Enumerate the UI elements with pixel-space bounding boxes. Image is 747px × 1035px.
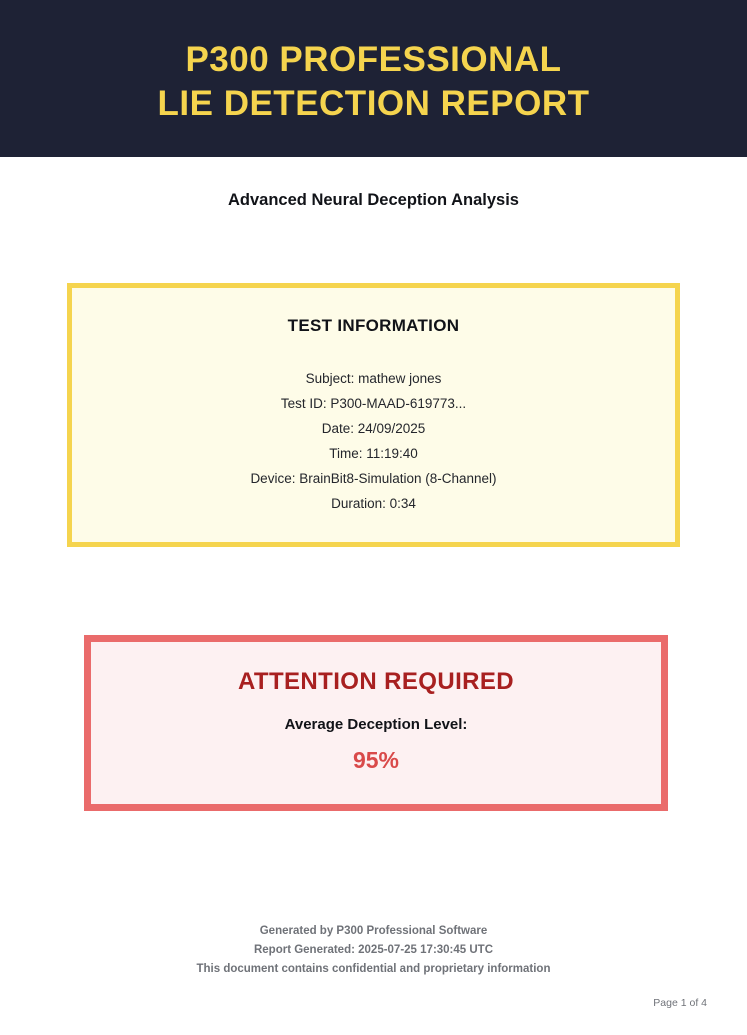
test-info-duration: Duration: 0:34 [331,496,416,511]
attention-required-card [84,635,668,811]
report-footer [0,922,747,979]
page-number: Page 1 of 4 [653,997,707,1009]
average-deception-value: 95% [352,747,400,773]
report-header-banner [0,0,747,157]
report-title-line-1: P300 PROFESSIONAL [185,39,562,79]
test-info-subject: Subject: mathew jones [305,371,442,386]
report-subtitle: Advanced Neural Deception Analysis [228,191,519,209]
footer-generated-by: Generated by P300 Professional Software [259,925,488,937]
footer-confidentiality-notice: This document contains confidential and proprietary information [196,963,551,975]
test-info-date: Date: 24/09/2025 [321,421,426,436]
report-title-line-2: LIE DETECTION REPORT [157,83,590,123]
test-info-test-id: Test ID: P300-MAAD-619773... [280,396,467,411]
test-information-card [67,283,680,547]
test-info-device: Device: BrainBit8-Simulation (8-Channel) [250,471,497,486]
test-information-title: TEST INFORMATION [287,316,460,335]
footer-report-generated: Report Generated: 2025-07-25 17:30:45 UTC [253,944,494,956]
attention-required-title: ATTENTION REQUIRED [237,668,515,695]
average-deception-label: Average Deception Level: [284,716,468,733]
test-info-time: Time: 11:19:40 [329,446,418,461]
